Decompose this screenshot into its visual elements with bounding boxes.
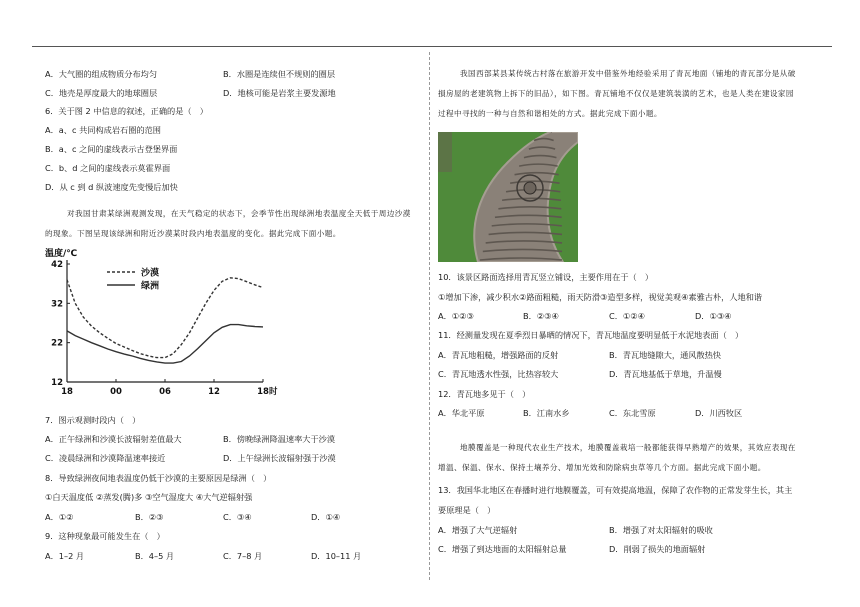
q7-option-d: D．上午绿洲长波辐射强于沙漠 (223, 453, 336, 463)
q9-option-a: A．1–2 月 (45, 551, 85, 561)
q9-option-d: D．10–11 月 (311, 551, 362, 561)
q5-option-b: B．水圈是连续但不规则的圈层 (223, 69, 336, 79)
x-tick-label-0: 18 (61, 387, 73, 397)
x-tick-label-3: 12 (208, 387, 220, 397)
q6-option-a: A．a、c 共同构成岩石圈的范围 (45, 125, 161, 135)
y-tick-label-3: 42 (51, 260, 63, 270)
q8-option-a: A．①② (45, 512, 74, 522)
q8-factors: ①白天温度低 ②蒸发(腾)多 ③空气湿度大 ④大气逆辐射强 (45, 492, 253, 502)
q8-option-d: D．①④ (311, 512, 341, 522)
q7-option-a: A．正午绿洲和沙漠长波辐射差值最大 (45, 434, 182, 444)
q8-option-b: B．②③ (135, 512, 164, 522)
q5-option-c: C．地壳是厚度最大的地球圈层 (45, 88, 158, 98)
y-tick-label-1: 22 (51, 338, 63, 349)
q10-option-d: D．①③④ (695, 311, 732, 321)
q13-option-c: C．增强了到达地面的太阳辐射总量 (438, 544, 567, 554)
q12-option-b: B．江南水乡 (523, 408, 570, 418)
q9-option-c: C．7–8 月 (223, 551, 263, 561)
q12-option-c: C．东北雪原 (609, 408, 656, 418)
legend-label-1: 绿洲 (141, 281, 160, 292)
series-line-0 (67, 278, 263, 358)
y-tick-label-2: 32 (51, 299, 63, 310)
y-axis-label: 温度/℃ (45, 249, 78, 259)
q7-option-b: B．傍晚绿洲降温速率大于沙漠 (223, 434, 336, 444)
x-tick-label-2: 06 (159, 387, 171, 397)
q10-option-b: B．②③④ (523, 311, 559, 321)
q6-option-c: C．b、d 之间的虚线表示莫霍界面 (45, 163, 171, 173)
passage-oasis (45, 204, 415, 244)
tile-path-photo (438, 132, 578, 262)
q13-option-d: D．削弱了损失的地面辐射 (609, 544, 706, 554)
q9-option-b: B．4–5 月 (135, 551, 175, 561)
passage-tile-road-text: 我国西部某县某传统古村落在旅游开发中借鉴外地经验采用了青瓦地面（铺地的青瓦部分是从破損房屋的老建筑物上拆下的旧品），如下图。青瓦铺地不仅仅是建筑装潢的艺术，也是人类在建设家园过程中寻找的一种与自然和谐相处的方式。据此完成下面小题。 (438, 69, 796, 118)
q11-option-b: B．青瓦地缝隙大，通风散热快 (609, 350, 722, 360)
series-line-1 (67, 325, 263, 364)
q11-stem: 11．经测量发现在夏季烈日暴晒的情况下，青瓦地温度要明显低于水泥地表面（ ） (438, 330, 744, 340)
q11-option-c: C．青瓦地透水性强，比热容较大 (438, 369, 559, 379)
q5-option-a: A．大气圈的组成物质分布均匀 (45, 69, 158, 79)
tile-path-illustration (438, 132, 578, 262)
q6-option-d: D．从 c 到 d 纵波速度先变慢后加快 (45, 182, 178, 192)
q6-stem: 6．关于图 2 中信息的叙述，正确的是（ ） (45, 106, 208, 116)
x-tick-label-4: 18 (257, 387, 269, 397)
x-axis-label: 时 (269, 387, 278, 397)
x-tick-label-1: 00 (110, 387, 122, 397)
passage-mulch-film-text: 地膜覆盖是一种现代农业生产技术，地膜覆盖栽培一般都能获得早熟增产的效果，其效应表现在增温、保温、保水、保持土壤养分、增加光效和防除病虫草等几个方面。据此完成下面小题。 (438, 443, 796, 472)
q11-option-d: D．青瓦地基低于草地，升温慢 (609, 369, 722, 379)
q10-option-c: C．①②④ (609, 311, 645, 321)
q5-option-d: D．地核可能是岩浆主要发源地 (223, 88, 336, 98)
q12-option-d: D．川西牧区 (695, 408, 743, 418)
q8-option-c: C．③④ (223, 512, 252, 522)
q10-option-a: A．①②③ (438, 311, 474, 321)
q7-stem: 7．图示观测时段内（ ） (45, 415, 141, 425)
passage-tile-road (438, 64, 798, 124)
q6-option-b: B．a、c 之间的虚线表示古登堡界面 (45, 144, 178, 154)
column-divider (429, 52, 430, 580)
q13-stem: 13．我国华北地区在春播时进行地膜覆盖，可有效提高地温，保障了农作物的正常发芽生长，其主要原理是（ ） (438, 485, 793, 515)
q10-factors: ①增加下渗，减少积水②路面粗糙，雨天防滑③造型多样，视觉美观④素雅古朴，人地和谐 (438, 292, 763, 302)
q12-stem: 12．青瓦地多见于（ ） (438, 389, 531, 399)
q8-stem: 8．导致绿洲夜间地表温度仍低于沙漠的主要原因是绿洲（ ） (45, 473, 272, 483)
legend-label-0: 沙漠 (141, 268, 160, 279)
q13-option-b: B．增强了对太阳辐射的吸收 (609, 525, 713, 535)
q11-option-a: A．青瓦地粗糙，增强路面的反射 (438, 350, 559, 360)
q9-stem: 9．这种现象最可能发生在（ ） (45, 531, 165, 541)
temperature-chart (37, 244, 278, 397)
tree-trunk (438, 132, 452, 172)
passage-mulch-film (438, 438, 798, 478)
q12-option-a: A．华北平原 (438, 408, 485, 418)
q10-stem: 10．该景区路面选择用青瓦竖立铺设，主要作用在于（ ） (438, 272, 654, 282)
q13-option-a: A．增强了大气逆辐射 (438, 525, 518, 535)
passage-oasis-text: 对我国甘肃某绿洲观测发现，在天气稳定的状态下，会季节性出现绿洲地表温度全天低于周边沙漠的现象。下图呈现该绿洲和附近沙漠某时段内地表温度的变化。据此完成下面小题。 (45, 209, 411, 238)
top-rule (32, 46, 832, 47)
tile-medallion-center (524, 182, 536, 194)
y-tick-label-0: 12 (51, 378, 63, 388)
q7-option-c: C．凌晨绿洲和沙漠降温速率接近 (45, 453, 166, 463)
